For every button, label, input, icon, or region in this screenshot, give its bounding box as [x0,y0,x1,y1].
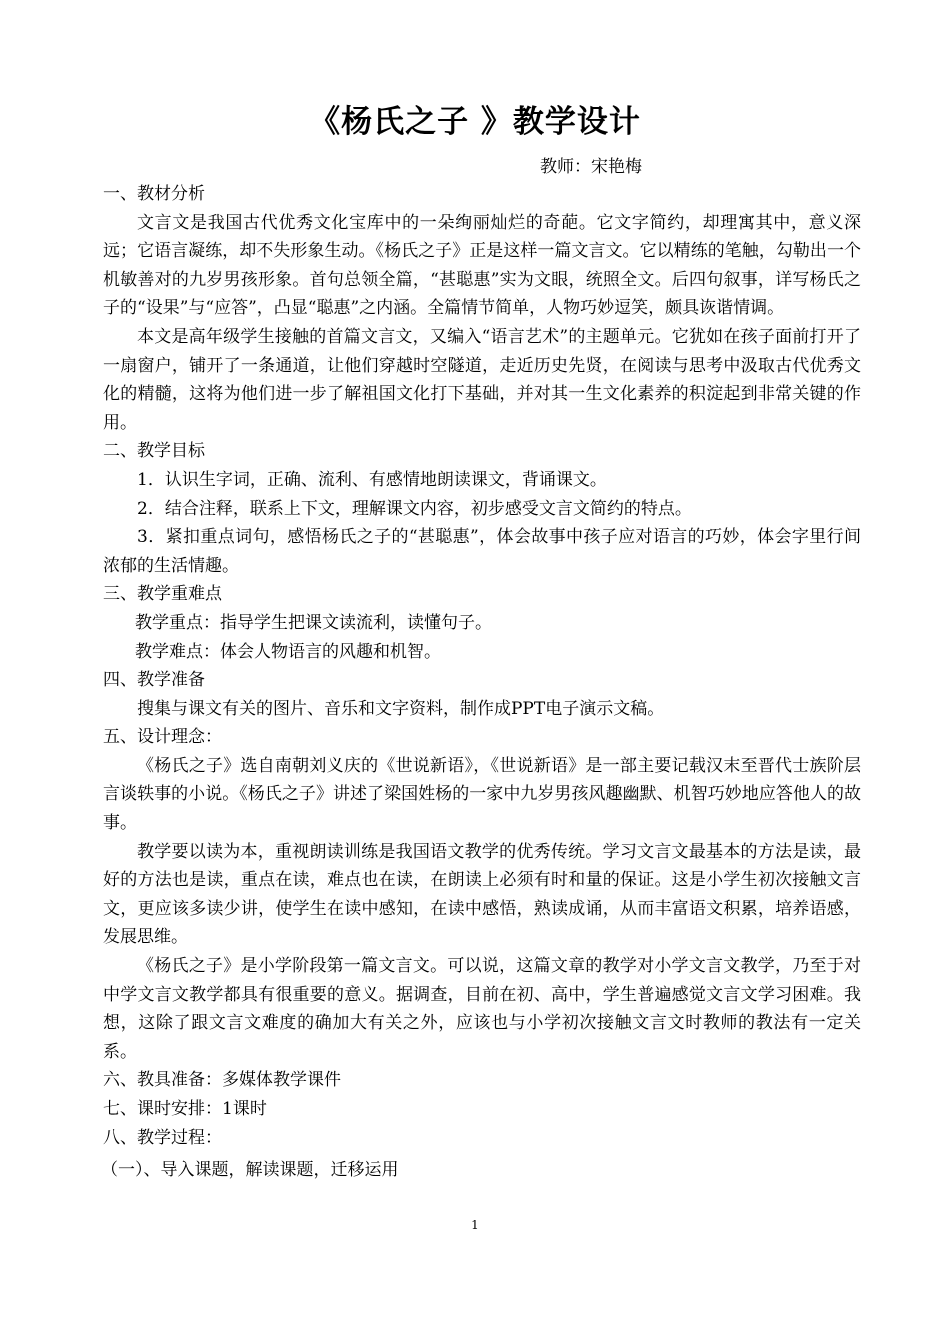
section-heading-preparation: 四、教学准备 [103,670,205,691]
section-heading-schedule: 七、课时安排：1课时 [103,1099,267,1119]
teacher-name: 教师：宋艳梅 [540,157,642,177]
section-heading-design-concept: 五、设计理念： [103,727,222,748]
key-point: 教学重点：指导学生把课文读流利，读懂句子。 [135,612,492,633]
section-heading-teaching-aids: 六、教具准备：多媒体教学课件 [103,1070,341,1091]
list-item: 2．结合注释，联系上下文，理解课文内容，初步感受文言文简约的特点。 [137,498,692,519]
document-body [103,180,861,1185]
paragraph: 本文是高年级学生接触的首篇文言文，又编入“语言艺术”的主题单元。它犹如在孩子面前打开了一扇窗户，铺开了一条通道，让他们穿越时空隧道，走近历史先贤，在阅读与思考中汲取古代优秀文化的精髓，这将为他们进一步了解祖国文化打下基础，并对其一生文化素养的积淀起到非常关键的作用。 [103,326,861,433]
list-item: 3．紧扣重点词句，感悟杨氏之子的“甚聪惠”，体会故事中孩子应对语言的巧妙，体会字里行间浓郁的生活情趣。 [103,527,861,576]
paragraph: 搜集与课文有关的图片、音乐和文字资料，制作成PPT电子演示文稿。 [137,698,665,719]
document-title: 《杨氏之子 》教学设计 [309,104,641,140]
section-heading-materials: 一、教材分析 [103,184,205,204]
paragraph: 教学要以读为本，重视朗读训练是我国语文教学的优秀传统。学习文言文最基本的方法是读，最好的方法也是读，重点在读，难点也在读，在朗读上必须有时和量的保证。这是小学生初次接触文言文，更应该多读少讲，使学生在读中感知，在读中感悟，熟读成诵，从而丰富语文积累，培养语感，发展思维。 [103,841,861,948]
paragraph: 《杨氏之子》选自南朝刘义庆的《世说新语》，《世说新语》是一部主要记载汉末至晋代士族阶层言谈轶事的小说。《杨氏之子》讲述了梁国姓杨的一家中九岁男孩风趣幽默、机智巧妙地应答他人的故事。 [103,755,861,834]
section-heading-process: 八、教学过程： [103,1127,222,1148]
section-heading-goals: 二、教学目标 [103,441,205,462]
list-item: 1．认识生字词，正确、流利、有感情地朗读课文，背诵课文。 [137,469,607,490]
paragraph: 《杨氏之子》是小学阶段第一篇文言文。可以说，这篇文章的教学对小学文言文教学，乃至于对中学文言文教学都具有很重要的意义。据调查，目前在初、高中，学生普遍感觉文言文学习困难。我想，这除了跟文言文难度的确加大有关之外，应该也与小学初次接触文言文时教师的教法有一定关系。 [103,956,861,1062]
section-heading-key-points: 三、教学重难点 [103,584,222,605]
paragraph: 文言文是我国古代优秀文化宝库中的一朵绚丽灿烂的奇葩。它文字简约，却理寓其中，意义深远；它语言凝练，却不失形象生动。《杨氏之子》正是这样一篇文言文。它以精练的笔触，勾勒出一个机敏善对的九岁男孩形象。首句总领全篇，“甚聪惠”实为文眼，统照全文。后四句叙事，详写杨氏之子的“设果”与“应答”，凸显“聪惠”之内涵。全篇情节简单，人物巧妙逗笑，颇具诙谐情调。 [103,212,861,319]
page-number: 1 [471,1218,479,1232]
subsection-heading: （一）、导入课题，解读课题，迁移运用 [101,1160,399,1181]
difficult-point: 教学难点：体会人物语言的风趣和机智。 [135,641,441,662]
